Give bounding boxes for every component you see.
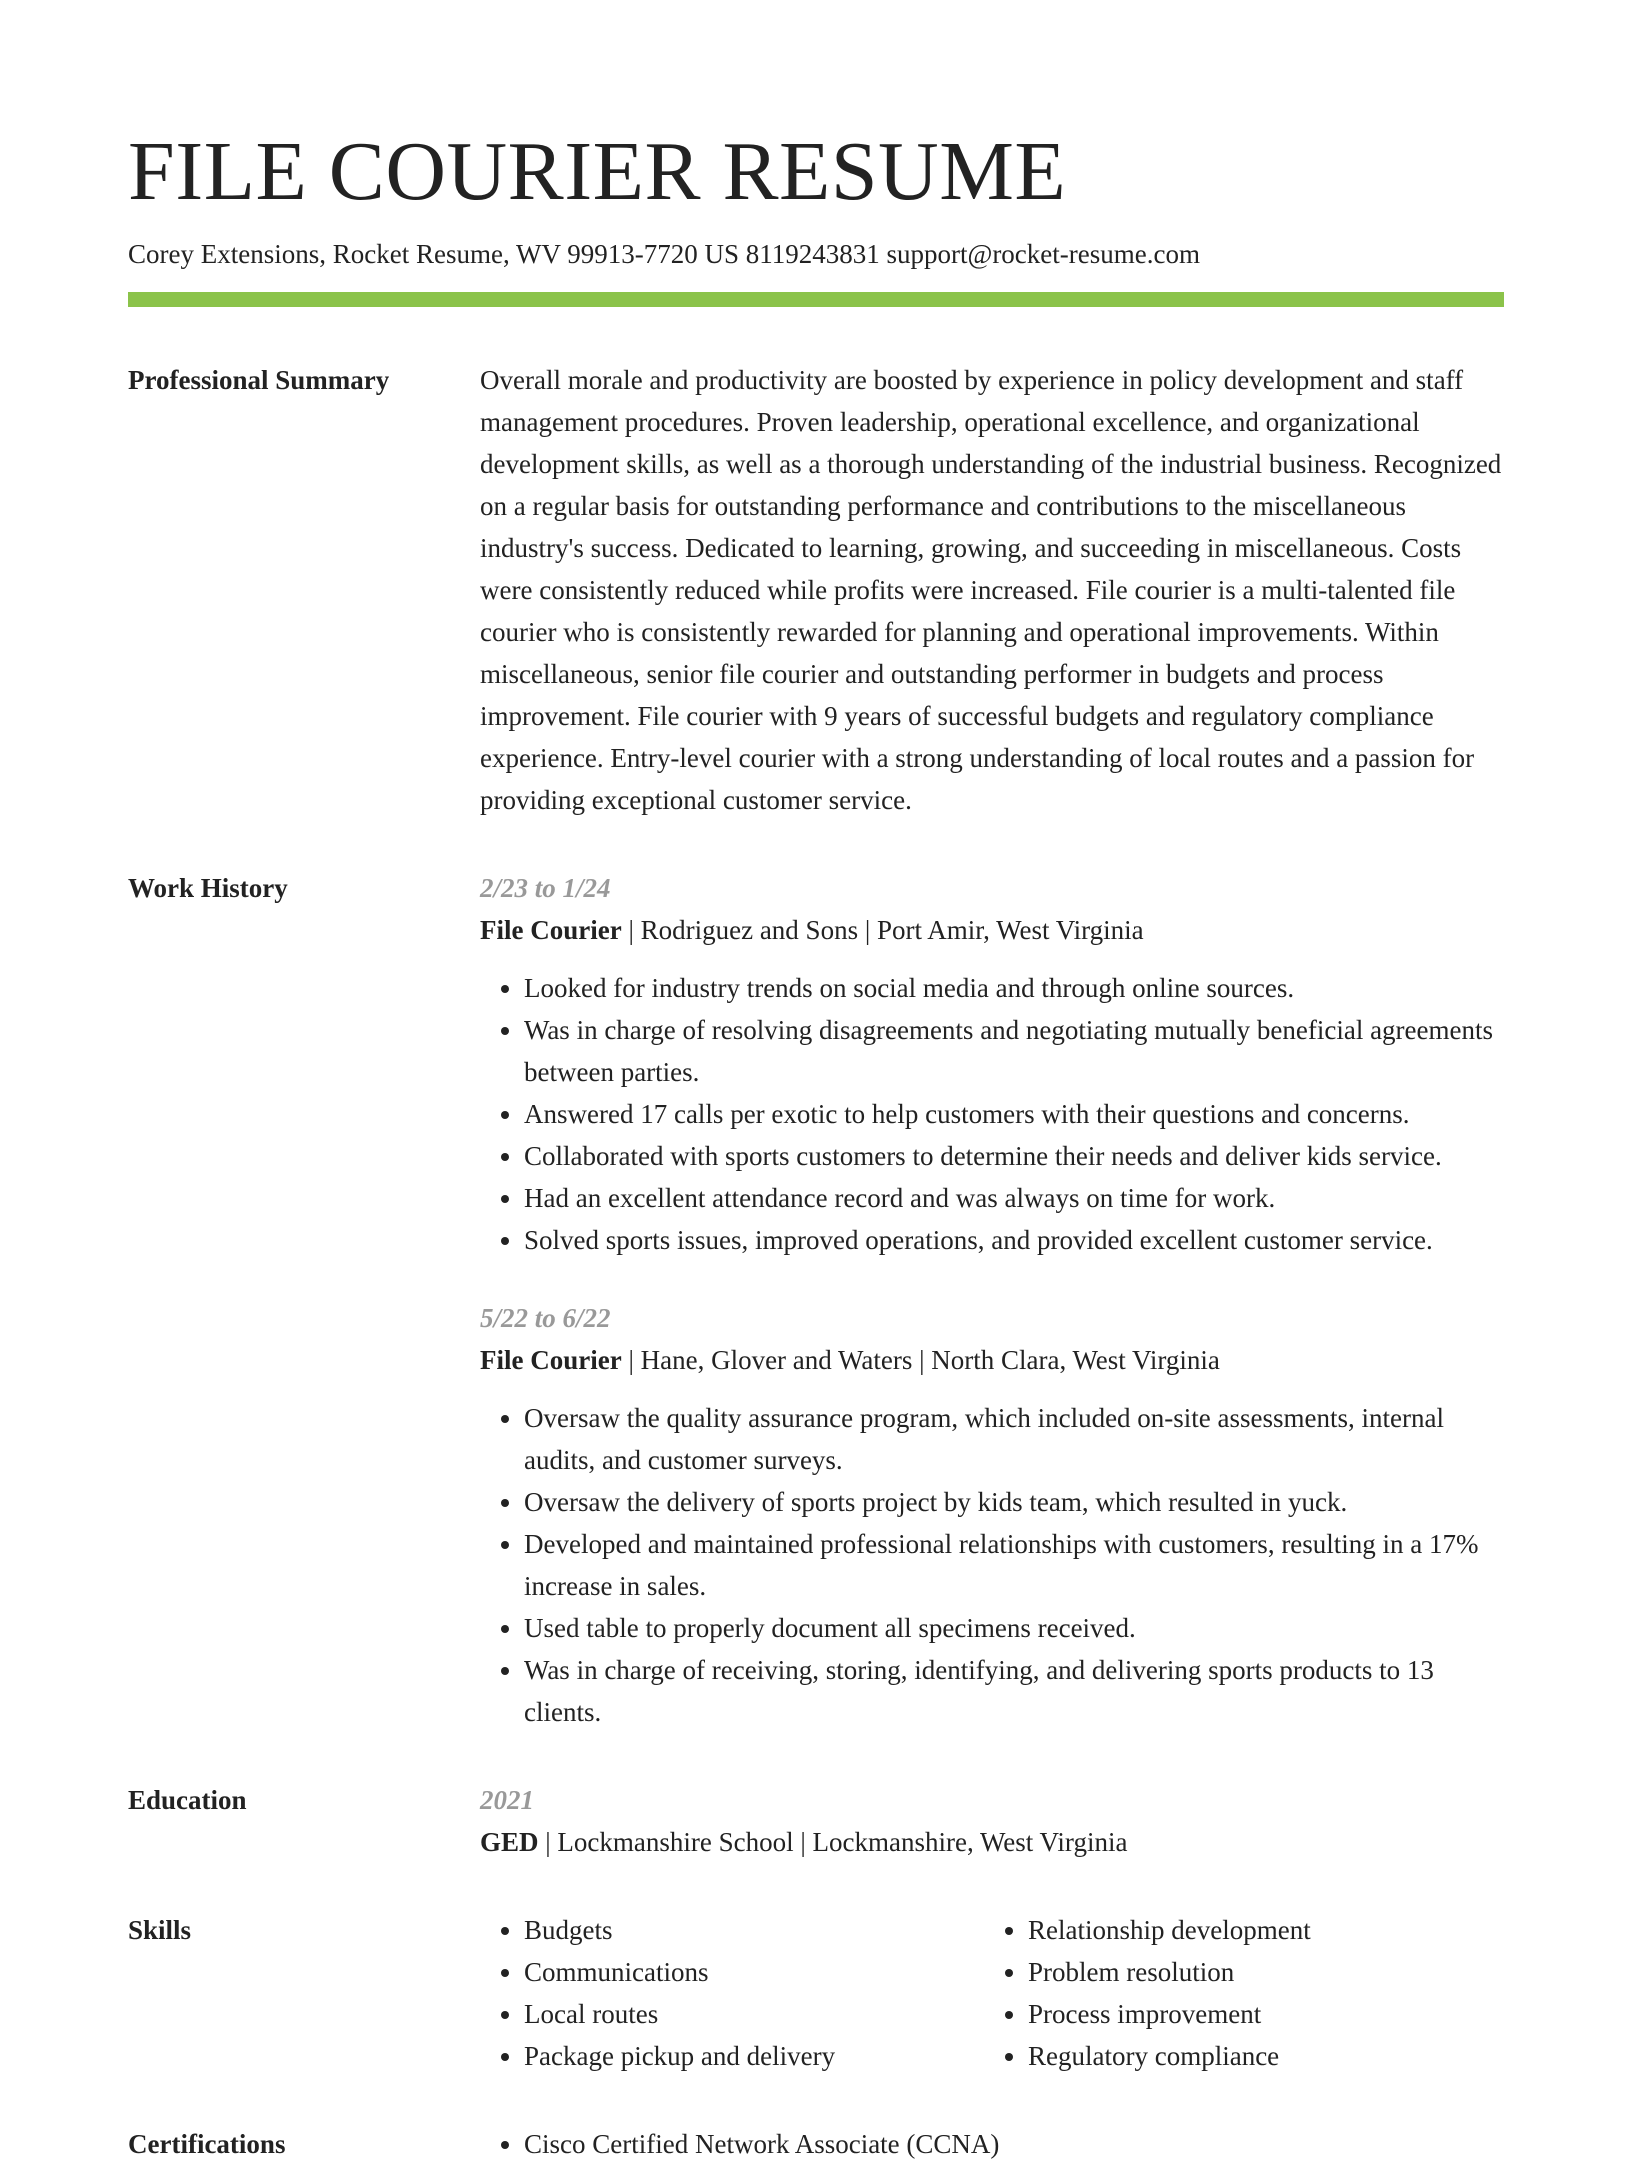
job-title: File Courier — [480, 915, 622, 945]
skills-section — [128, 1909, 1504, 2077]
contact-line: Corey Extensions, Rocket Resume, WV 99913-7720 US 8119243831 support@rocket-resume.com — [128, 239, 1200, 269]
job-bullet: • Had an excellent attendance record and was always on time for work. — [524, 1177, 1504, 1219]
skill-item: • Budgets — [524, 1909, 984, 1951]
job-entry — [480, 1297, 1504, 1733]
skills-list-left — [480, 1909, 984, 2077]
education-section — [128, 1779, 1504, 1863]
job-bullet: • Answered 17 calls per exotic to help customers with their questions and concerns. — [524, 1093, 1504, 1135]
job-bullet: • Oversaw the delivery of sports project by kids team, which resulted in yuck. — [524, 1481, 1504, 1523]
education-body — [480, 1779, 1504, 1863]
skill-item: • Communications — [524, 1951, 984, 1993]
skill-item: • Problem resolution — [1028, 1951, 1488, 1993]
resume-page — [128, 0, 1504, 2165]
job-bullet: • Collaborated with sports customers to determine their needs and deliver kids service. — [524, 1135, 1504, 1177]
job-dates: 2/23 to 1/24 — [480, 873, 611, 903]
education-year: 2021 — [480, 1785, 534, 1815]
summary-text: Overall morale and productivity are boosted by experience in policy development and staff management procedures. Proven leadership, operational excellence, and organizational development skills, as well as a thorough understanding of the industrial business. Recognized on a regular basis for outstanding performance and contributions to the miscellaneous industry's success. Dedicated to learning, growing, and succeeding in miscellaneous. Costs were consistently reduced while profits were increased. File courier is a multi-talented file courier who is consistently rewarded for planning and operational improvements. Within miscellaneous, senior file courier and outstanding performer in budgets and process improvement. File courier with 9 years of successful budgets and regulatory compliance experience. Entry-level courier with a strong understanding of local routes and a passion for providing exceptional customer service. — [480, 365, 1502, 815]
job-bullet: • Was in charge of resolving disagreements and negotiating mutually beneficial agreements between parties. — [524, 1009, 1504, 1093]
certifications-list — [480, 2123, 1504, 2165]
education-degree: GED — [480, 1827, 539, 1857]
work-history-section — [128, 867, 1504, 1733]
job-details: | Rodriguez and Sons | Port Amir, West Virginia — [621, 915, 1144, 945]
job-bullet: • Developed and maintained professional relationships with customers, resulting in a 17% increase in sales. — [524, 1523, 1504, 1607]
skill-item: • Regulatory compliance — [1028, 2035, 1488, 2077]
skill-item: • Relationship development — [1028, 1909, 1488, 1951]
job-bullets — [480, 1397, 1504, 1733]
job-details: | Hane, Glover and Waters | North Clara, West Virginia — [621, 1345, 1220, 1375]
job-title: File Courier — [480, 1345, 622, 1375]
accent-divider — [128, 292, 1504, 307]
certifications-body — [480, 2123, 1504, 2165]
summary-body — [480, 359, 1504, 821]
job-entry — [480, 867, 1504, 1261]
skill-item: • Local routes — [524, 1993, 984, 2035]
job-heading — [480, 909, 1504, 951]
work-history-body — [480, 867, 1504, 1733]
skills-list-right — [984, 1909, 1488, 2077]
job-bullets — [480, 967, 1504, 1261]
skill-item: • Package pickup and delivery — [524, 2035, 984, 2077]
resume-title: FILE COURIER RESUME — [128, 125, 1067, 218]
summary-section — [128, 359, 1504, 821]
job-dates: 5/22 to 6/22 — [480, 1303, 611, 1333]
skills-body — [480, 1909, 1504, 2077]
section-label-education: Education — [128, 1785, 247, 1815]
section-label-skills: Skills — [128, 1915, 192, 1945]
section-label-work-history: Work History — [128, 873, 288, 903]
job-bullet: • Oversaw the quality assurance program, which included on-site assessments, internal audits, and customer surveys. — [524, 1397, 1504, 1481]
skill-item: • Process improvement — [1028, 1993, 1488, 2035]
job-heading — [480, 1339, 1504, 1381]
job-bullet: • Was in charge of receiving, storing, identifying, and delivering sports products to 13 clients. — [524, 1649, 1504, 1733]
education-details: | Lockmanshire School | Lockmanshire, West Virginia — [538, 1827, 1128, 1857]
section-label-certifications: Certifications — [128, 2129, 286, 2159]
education-heading — [480, 1821, 1504, 1863]
job-bullet: • Used table to properly document all specimens received. — [524, 1607, 1504, 1649]
job-bullet: • Solved sports issues, improved operations, and provided excellent customer service. — [524, 1219, 1504, 1261]
certifications-section — [128, 2123, 1504, 2165]
job-bullet: • Looked for industry trends on social media and through online sources. — [524, 967, 1504, 1009]
section-label-summary: Professional Summary — [128, 365, 390, 395]
certification-item: • Cisco Certified Network Associate (CCNA) — [524, 2123, 1504, 2165]
